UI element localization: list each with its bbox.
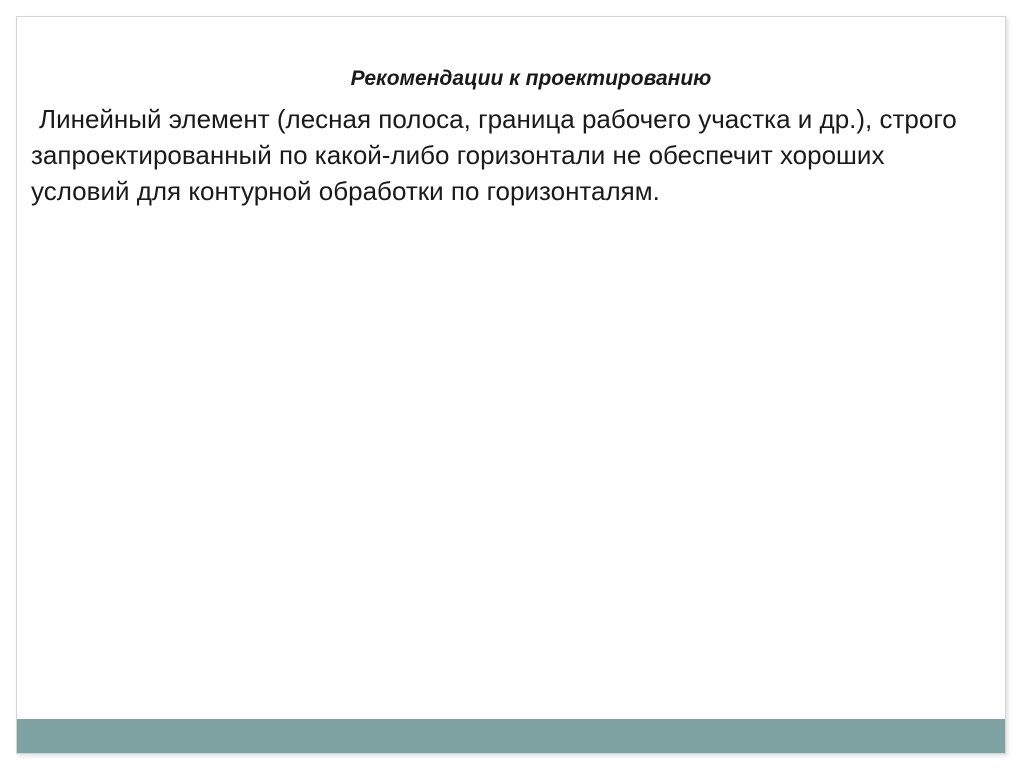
slide: [16, 16, 1006, 754]
slide-body-text: Линейный элемент (лесная полоса, граница рабочего участка и др.), строго запроектированный по какой-либо горизонтали не обеспечит хороших условий для контурной обработки по горизонталям.: [31, 104, 957, 206]
footer-bar: [17, 719, 1005, 753]
slide-title: Рекомендации к проектированию: [350, 67, 712, 90]
